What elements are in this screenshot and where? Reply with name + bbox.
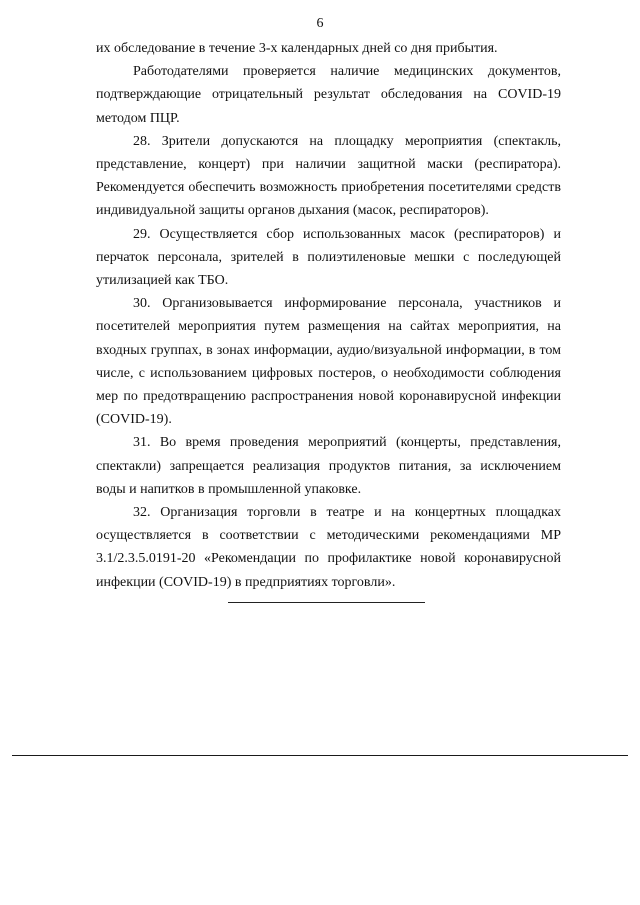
document-body [96, 37, 561, 594]
paragraph-item-28: 28. Зрители допускаются на площадку мероприятия (спектакль, представление, концерт) при наличии защитной маски (респиратора). Рекомендуется обеспечить возможность приобретения посетителями средств индивидуальной защиты органов дыхания (масок, респираторов). [96, 133, 561, 219]
paragraph-item-29: 29. Осуществляется сбор использованных масок (респираторов) и перчаток персонала, зрителей в полиэтиленовые мешки с последующей утилизацией как ТБО. [96, 226, 561, 289]
page-bottom-rule [12, 755, 628, 756]
paragraph-continuation: их обследование в течение 3-х календарных дней со дня прибытия. [96, 41, 498, 56]
paragraph-item-30: 30. Организовывается информирование персонала, участников и посетителей мероприятия путем размещения на сайтах мероприятия, на входных группах, в зонах информации, аудио/визуальной информации, в том числе, с использованием цифровых постеров, о необходимости соблюдения мер по предотвращению распространения новой коронавирусной инфекции (COVID-19). [96, 296, 561, 428]
end-of-text-rule [228, 602, 425, 603]
page-number: 6 [316, 16, 324, 31]
paragraph-employers-check: Работодателями проверяется наличие медицинских документов, подтверждающие отрицательный результат обследования на COVID-19 методом ПЦР. [96, 64, 561, 126]
paragraph-item-32: 32. Организация торговли в театре и на концертных площадках осуществляется в соответствии с методическими рекомендациями МР 3.1/2.3.5.0191-20 «Рекомендации по профилактике новой коронавирусной инфекции (COVID-19) в предприятиях торговли». [96, 505, 561, 590]
paragraph-item-31: 31. Во время проведения мероприятий (концерты, представления, спектакли) запрещается реализация продуктов питания, за исключением воды и напитков в промышленной упаковке. [96, 435, 561, 497]
